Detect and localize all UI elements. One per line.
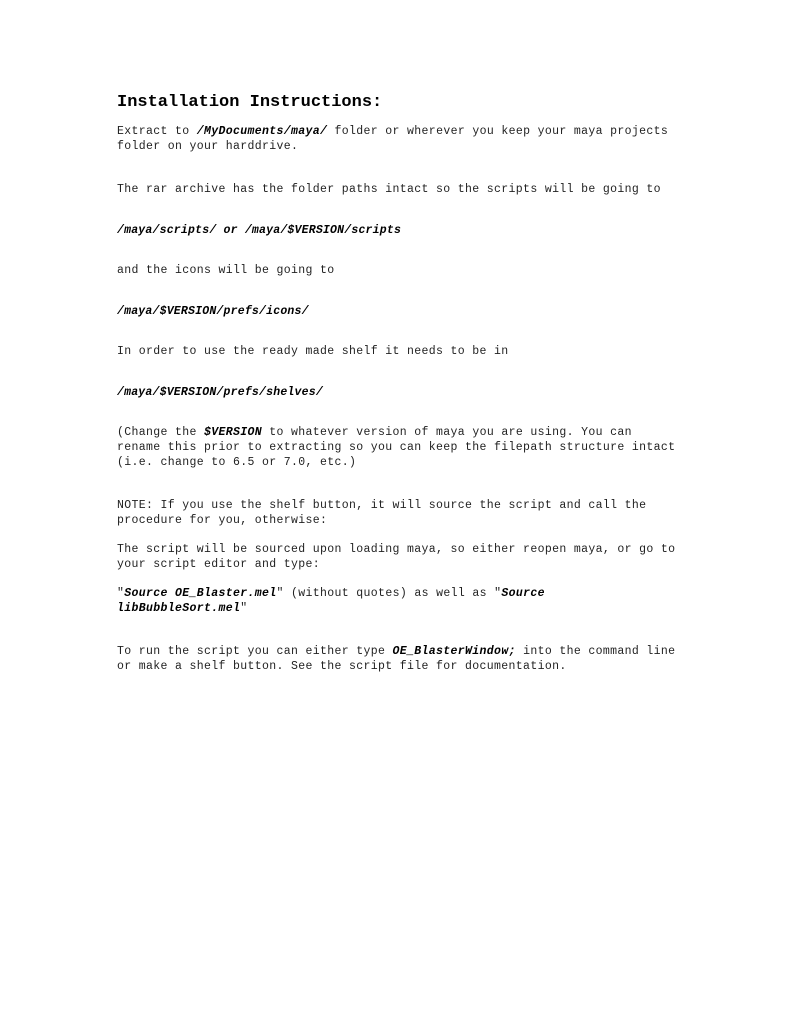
spacer — [117, 411, 677, 425]
path-icons: /maya/$VERSION/prefs/icons/ — [117, 304, 309, 318]
path-scripts: /maya/scripts/ or /maya/$VERSION/scripts — [117, 223, 402, 237]
text: folder or wherever you keep your maya projects folder on your harddrive. — [117, 125, 669, 153]
paragraph-version-note — [117, 425, 677, 470]
paragraph-icons: and the icons will be going to — [117, 264, 335, 277]
text: (Change the — [117, 426, 205, 439]
path-shelves: /maya/$VERSION/prefs/shelves/ — [117, 385, 323, 399]
spacer — [117, 470, 677, 498]
text: " — [117, 587, 125, 600]
text: To run the script you can either type — [117, 645, 393, 658]
paragraph-source-commands — [117, 586, 677, 616]
paragraph-sourcing: The script will be sourced upon loading maya, so either reopen maya, or go to your script editor and type: — [117, 543, 676, 571]
document-page — [117, 92, 677, 674]
paragraph-shelf: In order to use the ready made shelf it needs to be in — [117, 345, 509, 358]
command-blaster-window: OE_BlasterWindow; — [392, 645, 516, 658]
text: into the command line or make a shelf button. See the script file for documentation. — [117, 645, 676, 673]
path-mydocuments: /MyDocuments/maya/ — [196, 125, 328, 138]
spacer — [117, 197, 677, 211]
paragraph-run — [117, 644, 677, 674]
spacer — [117, 154, 677, 182]
text: " — [240, 602, 248, 615]
command-source-blaster: Source OE_Blaster.mel — [124, 587, 277, 600]
spacer — [117, 330, 677, 344]
paragraph-archive: The rar archive has the folder paths intact so the scripts will be going to — [117, 183, 661, 196]
spacer — [117, 528, 677, 542]
paragraph-extract — [117, 124, 677, 154]
text: Extract to — [117, 125, 197, 138]
version-variable: $VERSION — [204, 426, 263, 439]
spacer — [117, 359, 677, 373]
page-title: Installation Instructions: — [117, 93, 383, 112]
spacer — [117, 572, 677, 586]
paragraph-note: NOTE: If you use the shelf button, it will source the script and call the procedure for you, otherwise: — [117, 499, 647, 527]
text: " (without quotes) as well as " — [276, 587, 502, 600]
command-source-bubblesort: Source libBubbleSort.mel — [117, 587, 545, 615]
spacer — [117, 249, 677, 263]
spacer — [117, 616, 677, 644]
spacer — [117, 278, 677, 292]
text: to whatever version of maya you are using. You can rename this prior to extracting so you can keep the filepath structure intact (i.e. change to 6.5 or 7.0, etc.) — [117, 426, 676, 469]
